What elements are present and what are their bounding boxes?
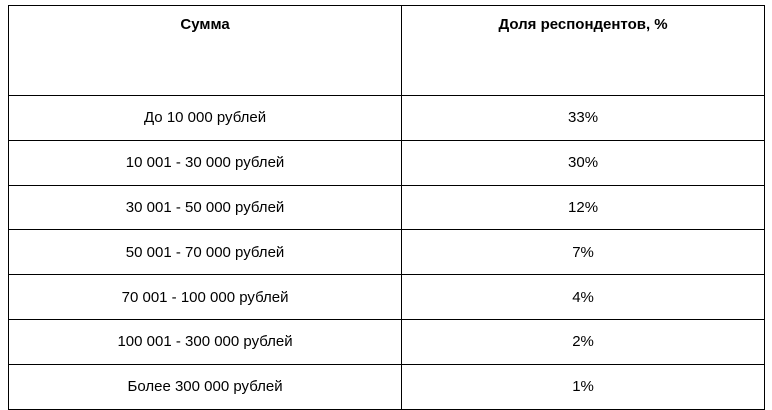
table-row: [9, 185, 765, 230]
respondents-share-table: [8, 5, 765, 410]
amount-cell: 100 001 - 300 000 рублей: [9, 319, 402, 364]
share-cell: 12%: [402, 185, 765, 230]
table-row: [9, 140, 765, 185]
amount-cell: 50 001 - 70 000 рублей: [9, 230, 402, 275]
amount-cell: Более 300 000 рублей: [9, 364, 402, 409]
share-cell: 4%: [402, 275, 765, 320]
share-cell: 7%: [402, 230, 765, 275]
amount-cell: До 10 000 рублей: [9, 96, 402, 141]
share-column-header: Доля респондентов, %: [402, 6, 765, 96]
table-row: [9, 275, 765, 320]
table-header-row: [9, 6, 765, 96]
share-cell: 2%: [402, 319, 765, 364]
amount-cell: 10 001 - 30 000 рублей: [9, 140, 402, 185]
share-cell: 33%: [402, 96, 765, 141]
amount-column-header: Сумма: [9, 6, 402, 96]
amount-cell: 70 001 - 100 000 рублей: [9, 275, 402, 320]
table-row: [9, 230, 765, 275]
share-cell: 1%: [402, 364, 765, 409]
share-cell: 30%: [402, 140, 765, 185]
table-row: [9, 364, 765, 409]
table-row: [9, 96, 765, 141]
amount-cell: 30 001 - 50 000 рублей: [9, 185, 402, 230]
table-row: [9, 319, 765, 364]
